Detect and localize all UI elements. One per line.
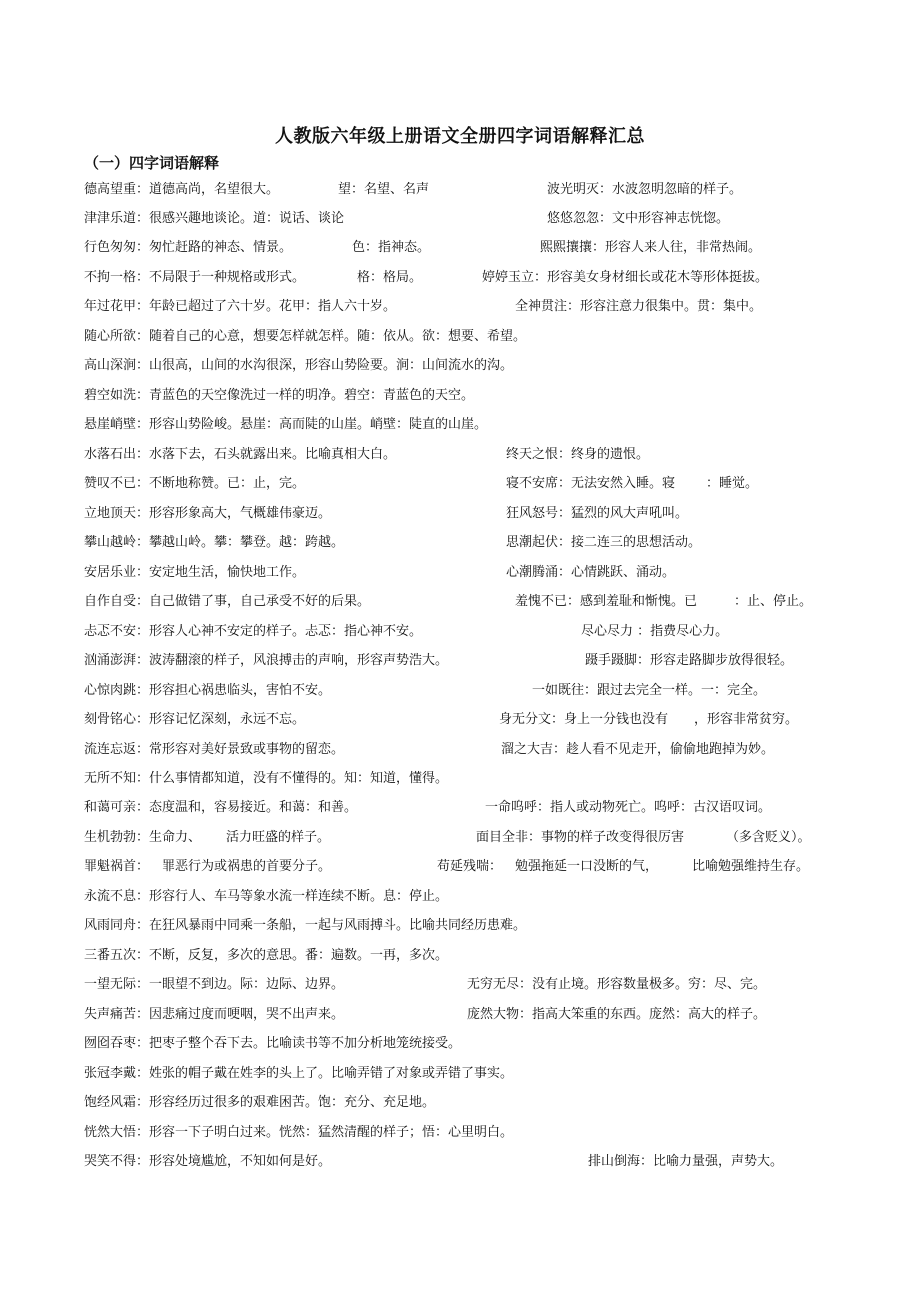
entry-text: 庞然大物：指高大笨重的东西。庞然：高大的样子。 [467, 1007, 767, 1022]
entry-text: 活力旺盛的样子。 [226, 830, 331, 845]
entry-text: 忐忑不安：形容人心神不安定的样子。忐忑：指心神不安。 [84, 624, 423, 639]
entry-text: 心潮腾涌：心情跳跃、涌动。 [506, 565, 676, 580]
entry-text: 自作自受：自己做错了事，自己承受不好的后果。 [84, 594, 371, 609]
entry-line [0, 267, 920, 289]
entry-text: 流连忘返：常形容对美好景致或事物的留恋。 [84, 742, 345, 757]
entry-line [0, 768, 920, 790]
entry-text: 无所不知：什么事情都知道，没有不懂得的。知：知道，懂得。 [84, 771, 449, 786]
entry-text: 生机勃勃：生命力、 [84, 830, 202, 845]
entry-text: 失声痛苦：因悲痛过度而哽咽，哭不出声来。 [84, 1007, 345, 1022]
entry-line [0, 739, 920, 761]
entry-text: 望：名望、名声 [338, 182, 430, 197]
entry-text: 赞叹不已：不断地称赞。已：止，完。 [84, 476, 306, 491]
entry-text: 一如既往：跟过去完全一样。一：完全。 [532, 683, 767, 698]
entry-text: 高山深涧：山很高，山间的水沟很深，形容山势险要。涧：山间流水的沟。 [84, 358, 514, 373]
entry-text: 攀山越岭：攀越山岭。攀：攀登。越：跨越。 [84, 535, 345, 550]
entry-text: 波光明灭：水波忽明忽暗的样子。 [547, 182, 743, 197]
entry-line [0, 1092, 920, 1114]
entry-text: 三番五次：不断，反复，多次的意思。番：遍数。一再，多次。 [84, 948, 449, 963]
entry-text: 饱经风霜：形容经历过很多的艰难困苦。饱：充分、充足地。 [84, 1095, 436, 1110]
entry-line [0, 385, 920, 407]
entry-text: 面目全非：事物的样子改变得很厉害 [476, 830, 685, 845]
entry-line [0, 326, 920, 348]
entry-line [0, 414, 920, 436]
entry-line [0, 856, 920, 878]
entry-line [0, 886, 920, 908]
entry-text: 终天之恨：终身的遗恨。 [506, 447, 650, 462]
entry-text: 张冠李戴：姓张的帽子戴在姓李的头上了。比喻弄错了对象或弄错了事实。 [84, 1066, 514, 1081]
entry-text: 苟延残喘： [437, 859, 503, 874]
entry-text: 一命呜呼：指人或动物死亡。呜呼：古汉语叹词。 [485, 800, 772, 815]
entry-text: 水落石出：水落下去，石头就露出来。比喻真相大白。 [84, 447, 397, 462]
entry-text: 无穷无尽：没有止境。形容数量极多。穷：尽、完。 [467, 977, 767, 992]
entry-line [0, 237, 920, 259]
entry-text: 刻骨铭心：形容记忆深刻，永远不忘。 [84, 712, 306, 727]
entry-text: 身无分文：身上一分钱也没有 [499, 712, 669, 727]
entry-text: 罪魁祸首： [84, 859, 150, 874]
entry-text: 排山倒海：比喻力量强，声势大。 [588, 1154, 784, 1169]
entry-text: 溜之大吉：趁人看不见走开，偷偷地跑掉为妙。 [501, 742, 775, 757]
entry-text: 津津乐道：很感兴趣地谈论。道：说话、谈论 [84, 211, 345, 226]
entry-text: 碧空如洗：青蓝色的天空像洗过一样的明净。碧空：青蓝色的天空。 [84, 388, 475, 403]
entry-line [0, 680, 920, 702]
entry-line [0, 827, 920, 849]
entry-text: ：睡觉。 [706, 476, 759, 491]
entry-text: 色：指神态。 [352, 240, 431, 255]
entry-text: 行色匆匆：匆忙赶路的神态、情景。 [84, 240, 293, 255]
entry-text: 囫囵吞枣：把枣子整个吞下去。比喻读书等不加分析地笼统接受。 [84, 1036, 462, 1051]
page-title: 人教版六年级上册语文全册四字词语解释汇总 [275, 126, 645, 147]
entry-line [0, 179, 920, 201]
entry-text: 羞愧不已：感到羞耻和惭愧。已 [515, 594, 698, 609]
entry-line [0, 473, 920, 495]
entry-text: 汹涌澎湃：波涛翻滚的样子，风浪搏击的声响，形容声势浩大。 [84, 653, 449, 668]
entry-text: 格：格局。 [357, 270, 423, 285]
entry-text: 风雨同舟：在狂风暴雨中同乘一条船，一起与风雨搏斗。比喻共同经历患难。 [84, 918, 527, 933]
entry-text: 年过花甲：年龄已超过了六十岁。花甲：指人六十岁。 [84, 299, 397, 314]
entry-text: 立地顶天：形容形象高大，气概雄伟豪迈。 [84, 506, 332, 521]
entry-text: 哭笑不得：形容处境尴尬，不知如何是好。 [84, 1154, 332, 1169]
entry-line [0, 1151, 920, 1173]
entry-text: 和蔼可亲：态度温和，容易接近。和蔼：和善。 [84, 800, 358, 815]
entry-line [0, 444, 920, 466]
entry-text: 德高望重：道德高尚，名望很大。 [84, 182, 280, 197]
entry-line [0, 1122, 920, 1144]
entry-text: 婷婷玉立：形容美女身材细长或花木等形体挺拔。 [482, 270, 769, 285]
entry-text: 全神贯注：形容注意力很集中。贯：集中。 [515, 299, 763, 314]
entry-text: 勉强拖延一口没断的气， [515, 859, 659, 874]
entry-text: （多含贬义）。 [726, 830, 811, 845]
entry-line [0, 355, 920, 377]
entry-text: 思潮起伏：接二连三的思想活动。 [506, 535, 702, 550]
entry-line [0, 974, 920, 996]
entry-line [0, 945, 920, 967]
entry-line [0, 562, 920, 584]
entry-line [0, 532, 920, 554]
entry-text: 永流不息：形容行人、车马等象水流一样连续不断。息：停止。 [84, 889, 449, 904]
entry-line [0, 503, 920, 525]
entry-text: 比喻勉强维持生存。 [692, 859, 810, 874]
entry-line [0, 709, 920, 731]
entry-text: 罪恶行为或祸患的首要分子。 [162, 859, 332, 874]
entry-line [0, 208, 920, 230]
entry-line [0, 591, 920, 613]
entry-text: 蹑手蹑脚：形容走路脚步放得很轻。 [585, 653, 794, 668]
entry-text: 恍然大悟：形容一下子明白过来。恍然：猛然清醒的样子；悟：心里明白。 [84, 1125, 514, 1140]
entry-text: 熙熙攘攘：形容人来人往，非常热闹。 [540, 240, 762, 255]
entry-text: 悠悠忽忽：文中形容神志恍惚。 [547, 211, 730, 226]
entry-text: 一望无际：一眼望不到边。际：边际、边界。 [84, 977, 345, 992]
entry-line [0, 1063, 920, 1085]
entry-line [0, 1033, 920, 1055]
entry-text: 心惊肉跳：形容担心祸患临头，害怕不安。 [84, 683, 332, 698]
entry-text: 狂风怒号：猛烈的风大声吼叫。 [506, 506, 689, 521]
entry-text: 尽心尽力 ：指费尽心力。 [581, 624, 729, 639]
entry-text: 寝不安席：无法安然入睡。寝 [506, 476, 676, 491]
entry-line [0, 650, 920, 672]
entry-line [0, 915, 920, 937]
entry-text: ，形容非常贫穷。 [694, 712, 799, 727]
entry-text: 不拘一格：不局限于一种规格或形式。 [84, 270, 306, 285]
section-heading: （一）四字词语解释 [84, 154, 220, 172]
entry-line [0, 621, 920, 643]
entry-text: 悬崖峭壁：形容山势险峻。悬崖：高而陡的山崖。峭壁：陡直的山崖。 [84, 417, 488, 432]
entry-text: ：止、停止。 [734, 594, 813, 609]
entry-line [0, 797, 920, 819]
entry-text: 随心所欲：随着自己的心意，想要怎样就怎样。随：依从。欲：想要、希望。 [84, 329, 527, 344]
entry-text: 安居乐业：安定地生活，愉快地工作。 [84, 565, 306, 580]
entry-line [0, 296, 920, 318]
entry-line [0, 1004, 920, 1026]
